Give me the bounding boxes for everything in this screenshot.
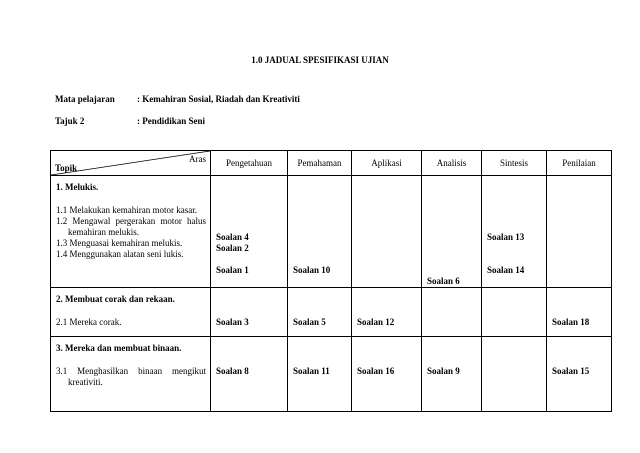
cell-aplikasi: Soalan 12 <box>352 288 422 337</box>
subject-value: : Kemahiran Sosial, Riadah dan Kreativiti <box>137 94 300 104</box>
question-label <box>487 243 542 254</box>
question-label: Soalan 6 <box>427 276 460 286</box>
col-header-analisis: Analisis <box>422 151 482 176</box>
specification-table <box>50 150 612 412</box>
topic-row <box>55 116 205 126</box>
col-header-pengetahuan: Pengetahuan <box>211 151 288 176</box>
question-label <box>216 254 283 265</box>
question-label <box>427 243 477 254</box>
question-label <box>487 254 542 265</box>
question-label: Soalan 1 <box>216 265 249 275</box>
sub-topic: 3.1 Menghasilkan binaan mengikut kreativiti. <box>56 366 206 387</box>
cell-pemahaman: Soalan 11 <box>288 337 352 412</box>
topic-cell <box>51 176 211 288</box>
cell-analisis <box>422 176 482 288</box>
question-label <box>427 265 477 276</box>
section-heading: 1. Melukis. <box>56 182 99 192</box>
sub-topic: 1.2 Mengawal pergerakan motor halus kemahiran melukis. <box>56 216 206 237</box>
question-label: Soalan 4 <box>216 232 249 242</box>
corner-aras-label: Aras <box>189 154 206 164</box>
section-heading: 3. Mereka dan membuat binaan. <box>56 343 182 353</box>
col-header-penilaian: Penilaian <box>547 151 612 176</box>
sub-topic: 1.4 Menggunakan alatan seni lukis. <box>56 249 184 259</box>
cell-pemahaman: Soalan 5 <box>288 288 352 337</box>
question-label <box>293 232 347 243</box>
table-row <box>51 288 612 337</box>
corner-header-cell <box>51 151 211 176</box>
cell-aplikasi <box>352 176 422 288</box>
sub-topic: 2.1 Mereka corak. <box>56 317 122 327</box>
cell-pengetahuan: Soalan 8 <box>211 337 288 412</box>
question-label: Soalan 10 <box>293 265 331 275</box>
cell-penilaian: Soalan 15 <box>547 337 612 412</box>
question-label <box>293 243 347 254</box>
topic-value: : Pendidikan Seni <box>137 116 206 126</box>
table-row <box>51 337 612 412</box>
corner-topik-label: Topik <box>55 163 78 173</box>
topic-cell <box>51 337 211 412</box>
question-label: Soalan 14 <box>487 265 525 275</box>
topic-label: Tajuk 2 <box>55 116 85 126</box>
col-header-aplikasi: Aplikasi <box>352 151 422 176</box>
cell-penilaian: Soalan 18 <box>547 288 612 337</box>
col-header-sintesis: Sintesis <box>482 151 547 176</box>
cell-analisis: Soalan 9 <box>422 337 482 412</box>
cell-pengetahuan: Soalan 3 <box>211 288 288 337</box>
cell-pengetahuan <box>211 176 288 288</box>
topic-cell <box>51 288 211 337</box>
sub-topic: 1.1 Melakukan kemahiran motor kasar. <box>56 205 197 215</box>
cell-analisis <box>422 288 482 337</box>
cell-penilaian <box>547 176 612 288</box>
question-label <box>427 254 477 265</box>
subject-label: Mata pelajaran <box>55 94 115 104</box>
question-label <box>427 232 477 243</box>
cell-sintesis <box>482 176 547 288</box>
document-title: 1.0 JADUAL SPESIFIKASI UJIAN <box>251 55 389 65</box>
subject-row <box>55 94 300 104</box>
cell-aplikasi: Soalan 16 <box>352 337 422 412</box>
question-label: Soalan 13 <box>487 232 525 242</box>
cell-sintesis <box>482 337 547 412</box>
cell-sintesis <box>482 288 547 337</box>
sub-topic: 1.3 Menguasai kemahiran melukis. <box>56 238 183 248</box>
question-label: Soalan 2 <box>216 243 249 253</box>
col-header-pemahaman: Pemahaman <box>288 151 352 176</box>
table-row <box>51 176 612 288</box>
cell-pemahaman <box>288 176 352 288</box>
section-heading: 2. Membuat corak dan rekaan. <box>56 294 175 304</box>
question-label <box>293 254 347 265</box>
header-row <box>51 151 612 176</box>
